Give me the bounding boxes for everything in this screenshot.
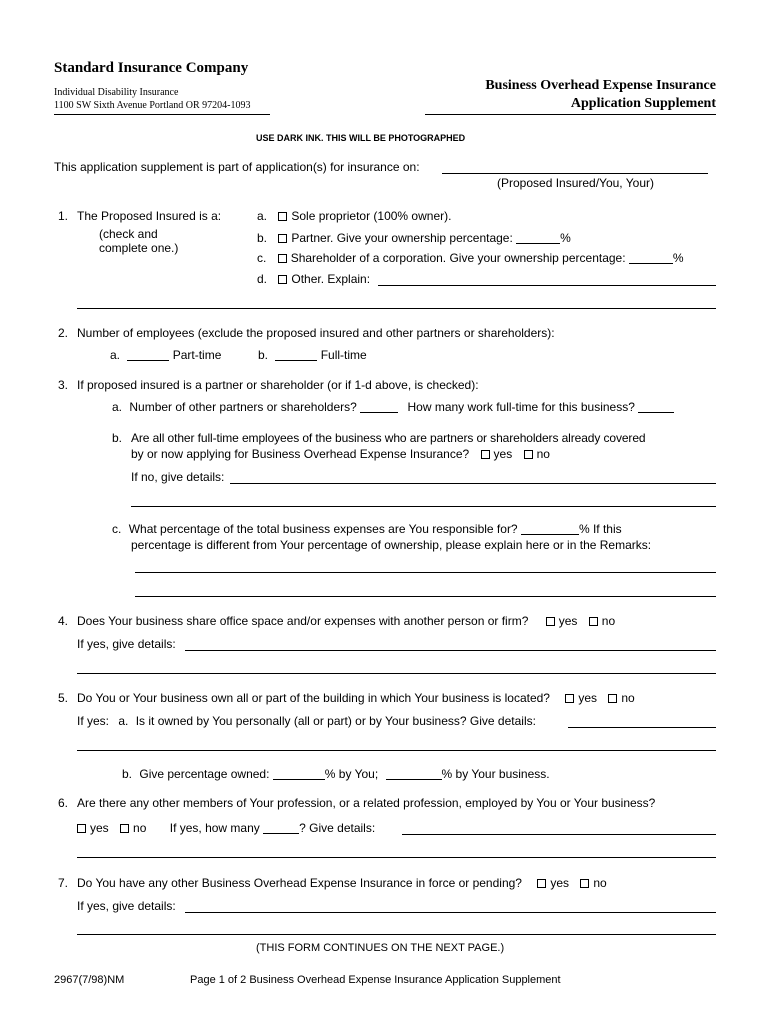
q7-no-checkbox[interactable] — [580, 879, 589, 888]
header-rule-right — [425, 114, 716, 115]
q6-how-many-field[interactable] — [263, 822, 299, 834]
q3-c-line-2: percentage is different from Your percentage of ownership, please explain here or in the Remarks: — [131, 538, 652, 552]
q1-a-letter: a. — [257, 209, 268, 223]
q1-text: The Proposed Insured is a: — [77, 209, 222, 223]
q3-a-letter: a. — [112, 400, 123, 414]
q1-d-explain-field[interactable] — [378, 285, 716, 286]
q5-yes-label: yes — [578, 691, 598, 705]
q7-details-field-2[interactable] — [77, 934, 716, 935]
q3-c-percentage-field[interactable] — [521, 523, 579, 535]
q7-yes-label: yes — [550, 876, 569, 890]
q3-b-yes-label: yes — [493, 447, 513, 461]
q3-c-letter: c. — [112, 522, 122, 536]
q6-text: Are there any other members of Your profession, or a related profession, employed by You or Your business? — [77, 796, 656, 810]
intro-text: This application supplement is part of application(s) for insurance on: — [54, 160, 420, 174]
q1-c-suffix: % — [672, 251, 684, 265]
q3-a — [112, 400, 674, 414]
q7-line — [77, 876, 607, 890]
q3-a-full-time-field[interactable] — [638, 401, 674, 413]
q2-text: Number of employees (exclude the proposed insured and other partners or shareholders): — [77, 326, 555, 340]
q5-number: 5. — [58, 691, 69, 705]
q5-yes-checkbox[interactable] — [565, 694, 574, 703]
q3-c-line-1 — [112, 522, 622, 536]
q3-b-yes-checkbox[interactable] — [481, 450, 490, 459]
q2-part-time-field[interactable] — [127, 349, 169, 361]
q1-option-b — [257, 231, 571, 245]
q6-answer-line — [77, 821, 375, 835]
q5-text: Do You or Your business own all or part of the building in which Your business is located? — [77, 691, 550, 705]
q4-number: 4. — [58, 614, 69, 628]
q1-a-checkbox[interactable] — [278, 212, 287, 221]
q6-number: 6. — [58, 796, 69, 810]
q5-a-text: Is it owned by You personally (all or part) or by Your business? Give details: — [135, 714, 536, 728]
q5-line — [77, 691, 635, 705]
q3-b-no-label: no — [536, 447, 550, 461]
q1-d-letter: d. — [257, 272, 268, 286]
q1-c-text: Shareholder of a corporation. Give your ownership percentage: — [290, 251, 626, 265]
q5-b-text-2: % by You; — [324, 767, 379, 781]
q4-line — [77, 614, 615, 628]
q4-no-label: no — [601, 614, 616, 628]
q1-d-text: Other. Explain: — [291, 272, 371, 286]
q2-b-letter: b. — [258, 348, 269, 362]
continues-note: (THIS FORM CONTINUES ON THE NEXT PAGE.) — [256, 942, 505, 954]
q3-b-line-1: Are all other full-time employees of the business who are partners or shareholders already covered — [131, 431, 646, 445]
q3-b-text-2: by or now applying for Business Overhead Expense Insurance? — [131, 447, 470, 461]
q6-details-label: ? Give details: — [299, 821, 376, 835]
q7-yes-checkbox[interactable] — [537, 879, 546, 888]
q5-b-you-field[interactable] — [273, 768, 325, 780]
q3-text: If proposed insured is a partner or shareholder (or if 1-d above, is checked): — [77, 378, 479, 392]
q1-b-percentage-field[interactable] — [516, 232, 560, 244]
q3-b-details-field-2[interactable] — [131, 506, 716, 507]
q6-yes-label: yes — [90, 821, 109, 835]
q1-a-text: Sole proprietor (100% owner). — [291, 209, 452, 223]
q3-b-details-field[interactable] — [230, 483, 716, 484]
q5-b-letter: b. — [122, 767, 133, 781]
q1-c-letter: c. — [257, 251, 267, 265]
q7-details-label: If yes, give details: — [77, 899, 176, 913]
q4-yes-checkbox[interactable] — [546, 617, 555, 626]
q7-details-field[interactable] — [185, 912, 716, 913]
q5-a-details-field-2[interactable] — [77, 750, 716, 751]
q2-number: 2. — [58, 326, 69, 340]
q2-full-time-field[interactable] — [275, 349, 317, 361]
q3-b-no-checkbox[interactable] — [524, 450, 533, 459]
q1-b-letter: b. — [257, 231, 268, 245]
q4-details-field[interactable] — [185, 650, 716, 651]
q5-b-business-field[interactable] — [386, 768, 442, 780]
q1-c-percentage-field[interactable] — [629, 252, 673, 264]
q4-details-field-2[interactable] — [77, 673, 716, 674]
q5-a-letter: a. — [118, 714, 129, 728]
q3-b-details-label: If no, give details: — [131, 470, 225, 484]
q3-c-explain-field[interactable] — [135, 572, 716, 573]
header-rule-left — [54, 114, 270, 115]
q3-c-text-1: What percentage of the total business expenses are You responsible for? — [128, 522, 518, 536]
q5-b-text-3: % by Your business. — [441, 767, 550, 781]
q3-c-explain-field-2[interactable] — [135, 596, 716, 597]
company-address: 1100 SW Sixth Avenue Portland OR 97204-1093 — [54, 100, 251, 111]
q5-a-details-field[interactable] — [568, 727, 716, 728]
q7-text: Do You have any other Business Overhead Expense Insurance in force or pending? — [77, 876, 522, 890]
form-subtitle: Application Supplement — [570, 96, 716, 111]
q3-number: 3. — [58, 378, 69, 392]
q1-note-1: (check and — [99, 227, 158, 241]
q1-option-d — [257, 272, 370, 286]
q5-no-checkbox[interactable] — [608, 694, 617, 703]
q5-no-label: no — [621, 691, 635, 705]
q1-d-explain-field-2[interactable] — [77, 308, 716, 309]
intro-caption: (Proposed Insured/You, Your) — [497, 176, 655, 190]
q5-a-prefix: If yes: — [77, 714, 110, 728]
q1-b-checkbox[interactable] — [278, 234, 287, 243]
q3-b-line-2 — [131, 447, 550, 461]
q1-b-suffix: % — [560, 231, 571, 245]
q6-no-label: no — [133, 821, 147, 835]
form-title: Business Overhead Expense Insurance — [485, 78, 716, 93]
q3-b-letter: b. — [112, 431, 123, 445]
page-footer-text: Page 1 of 2 Business Overhead Expense Insurance Application Supplement — [190, 974, 561, 986]
q7-no-label: no — [593, 876, 607, 890]
q5-a-line — [77, 714, 536, 728]
q6-details-field-2[interactable] — [77, 857, 716, 858]
q1-d-checkbox[interactable] — [278, 275, 287, 284]
ink-notice: USE DARK INK. THIS WILL BE PHOTOGRAPHED — [256, 133, 466, 143]
q7-number: 7. — [58, 876, 69, 890]
q3-a-text-1: Number of other partners or shareholders? — [129, 400, 357, 414]
q5-b-line — [122, 767, 550, 781]
q4-no-checkbox[interactable] — [589, 617, 598, 626]
company-name: Standard Insurance Company — [54, 60, 249, 76]
q2-b — [258, 348, 367, 362]
q5-b-text-1: Give percentage owned: — [139, 767, 270, 781]
insured-name-field[interactable] — [442, 173, 708, 174]
q3-a-partners-field[interactable] — [360, 401, 398, 413]
q1-note-2: complete one.) — [99, 241, 179, 255]
q2-a-text: Part-time — [172, 348, 222, 362]
q1-option-a — [257, 209, 451, 223]
q6-yes-checkbox[interactable] — [77, 824, 86, 833]
q1-c-checkbox[interactable] — [278, 254, 287, 263]
q6-no-checkbox[interactable] — [120, 824, 129, 833]
q2-a — [110, 348, 221, 362]
q2-a-letter: a. — [110, 348, 121, 362]
q3-a-text-2: How many work full-time for this business? — [407, 400, 635, 414]
q2-b-text: Full-time — [320, 348, 367, 362]
q4-yes-label: yes — [558, 614, 578, 628]
q1-option-c — [257, 251, 684, 265]
division-name: Individual Disability Insurance — [54, 87, 179, 98]
q6-details-field[interactable] — [402, 834, 716, 835]
q4-text: Does Your business share office space and/or expenses with another person or firm? — [77, 614, 529, 628]
q1-number: 1. — [58, 209, 69, 223]
q3-c-text-2: % If this — [578, 522, 622, 536]
q6-how-many-label: If yes, how many — [169, 821, 260, 835]
form-number: 2967(7/98)NM — [54, 974, 125, 986]
q1-b-text: Partner. Give your ownership percentage: — [291, 231, 513, 245]
q4-details-label: If yes, give details: — [77, 637, 176, 651]
